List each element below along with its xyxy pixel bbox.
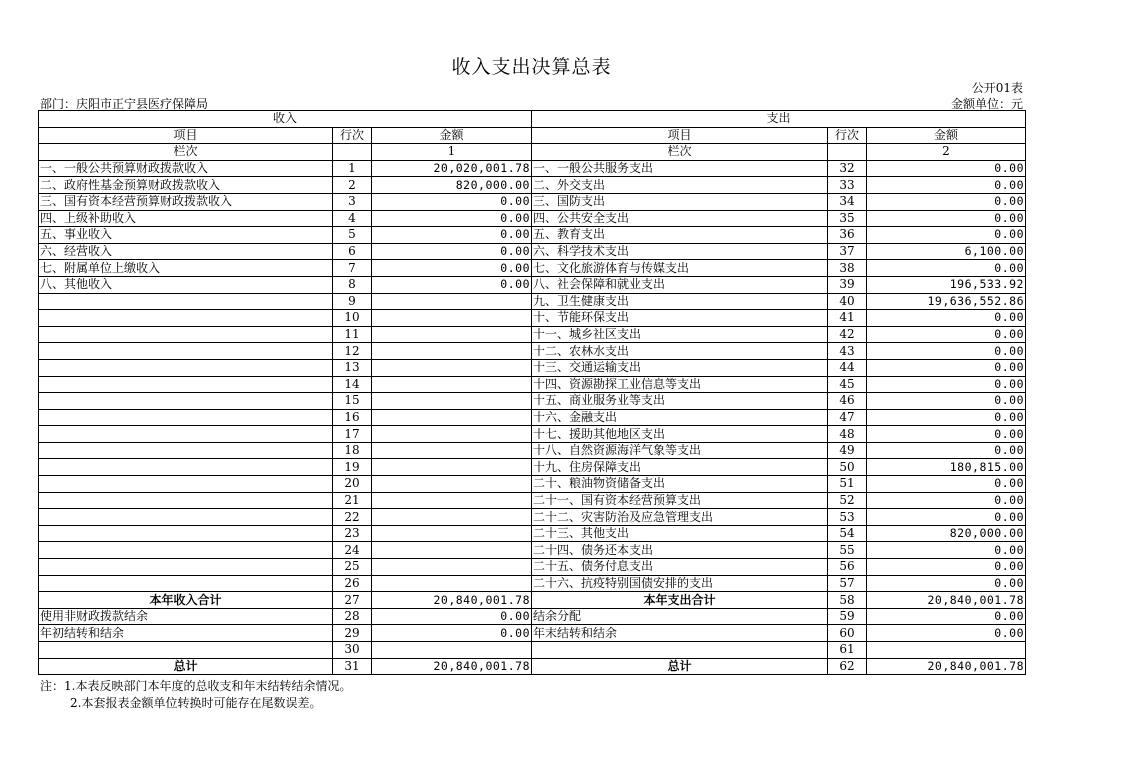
- table-row: [39, 359, 1026, 376]
- table-row: [39, 642, 1026, 659]
- table-row: [39, 426, 1026, 443]
- footnote-1: 注：1.本表反映部门本年度的总收支和年末结转结余情况。: [40, 679, 352, 693]
- table-row: [39, 559, 1026, 576]
- income-line-cell: 12: [333, 343, 372, 360]
- expense-line-cell: 61: [828, 642, 867, 659]
- expense-item-cell: 九、卫生健康支出: [532, 293, 828, 310]
- income-item-cell: [39, 459, 333, 476]
- income-amount-cell: 20,020,001.78: [372, 160, 532, 177]
- income-item-cell: 七、附属单位上缴收入: [39, 260, 333, 277]
- expense-item-header: 项目: [532, 127, 828, 144]
- income-item-cell: 六、经营收入: [39, 243, 333, 260]
- column-number-row: [39, 144, 1026, 161]
- expense-line-cell: 49: [828, 442, 867, 459]
- income-item-cell: 年初结转和结余: [39, 625, 333, 642]
- income-expense-table: [38, 110, 1026, 675]
- income-line-cell: 4: [333, 210, 372, 227]
- expense-item-cell: 二、外交支出: [532, 177, 828, 194]
- income-item-cell: 二、政府性基金预算财政拨款收入: [39, 177, 333, 194]
- grand-total-row: [39, 658, 1026, 675]
- expense-amount-cell: 0.00: [867, 575, 1026, 592]
- expense-section-header: 支出: [532, 111, 1026, 128]
- table-row: [39, 492, 1026, 509]
- table-row: [39, 210, 1026, 227]
- expense-amount-cell: 0.00: [867, 542, 1026, 559]
- expense-item-cell: 十四、资源勘探工业信息等支出: [532, 376, 828, 393]
- income-line-cell: 25: [333, 559, 372, 576]
- table-row: [39, 326, 1026, 343]
- expense-item-cell: 二十六、抗疫特别国债安排的支出: [532, 575, 828, 592]
- income-amount-cell: [372, 343, 532, 360]
- expense-item-cell: 十八、自然资源海洋气象等支出: [532, 442, 828, 459]
- income-amount-cell: [372, 492, 532, 509]
- income-item-cell: 五、事业收入: [39, 227, 333, 244]
- section-header-row: [39, 111, 1026, 128]
- expense-amount-cell: 20,840,001.78: [867, 658, 1026, 675]
- expense-line-blank: [828, 144, 867, 161]
- expense-line-cell: 55: [828, 542, 867, 559]
- income-line-cell: 27: [333, 592, 372, 609]
- income-amount-cell: [372, 426, 532, 443]
- income-item-cell: [39, 509, 333, 526]
- income-amount-cell: 820,000.00: [372, 177, 532, 194]
- income-amount-cell: [372, 476, 532, 493]
- expense-line-cell: 36: [828, 227, 867, 244]
- expense-amount-cell: 180,815.00: [867, 459, 1026, 476]
- expense-amount-cell: 0.00: [867, 177, 1026, 194]
- expense-amount-cell: 0.00: [867, 310, 1026, 327]
- income-item-cell: [39, 542, 333, 559]
- income-line-cell: 19: [333, 459, 372, 476]
- expense-line-cell: 59: [828, 608, 867, 625]
- income-line-cell: 11: [333, 326, 372, 343]
- income-line-cell: 15: [333, 393, 372, 410]
- report-title: 收入支出决算总表: [451, 56, 612, 78]
- income-item-cell: [39, 575, 333, 592]
- income-line-header: 行次: [333, 127, 372, 144]
- table-row: [39, 243, 1026, 260]
- expense-amount-cell: 0.00: [867, 326, 1026, 343]
- expense-line-cell: 48: [828, 426, 867, 443]
- income-line-cell: 10: [333, 310, 372, 327]
- income-line-cell: 30: [333, 642, 372, 659]
- income-amount-cell: [372, 642, 532, 659]
- income-amount-cell: 0.00: [372, 193, 532, 210]
- expense-amount-cell: 19,636,552.86: [867, 293, 1026, 310]
- expense-column-label: 栏次: [532, 144, 828, 161]
- income-line-cell: 18: [333, 442, 372, 459]
- income-amount-cell: [372, 359, 532, 376]
- footnotes: [40, 678, 351, 712]
- income-line-cell: 21: [333, 492, 372, 509]
- expense-item-cell: 十九、住房保障支出: [532, 459, 828, 476]
- income-item-cell: [39, 359, 333, 376]
- income-item-cell: [39, 642, 333, 659]
- income-item-cell: [39, 525, 333, 542]
- income-line-cell: 17: [333, 426, 372, 443]
- expense-line-cell: 37: [828, 243, 867, 260]
- income-line-cell: 5: [333, 227, 372, 244]
- income-amount-cell: [372, 559, 532, 576]
- expense-item-cell: 四、公共安全支出: [532, 210, 828, 227]
- income-item-cell: 四、上级补助收入: [39, 210, 333, 227]
- table-row: [39, 525, 1026, 542]
- expense-line-cell: 44: [828, 359, 867, 376]
- income-item-cell: [39, 310, 333, 327]
- income-line-cell: 24: [333, 542, 372, 559]
- income-amount-cell: 0.00: [372, 210, 532, 227]
- expense-item-cell: 二十四、债务还本支出: [532, 542, 828, 559]
- income-line-blank: [333, 144, 372, 161]
- expense-amount-cell: 0.00: [867, 393, 1026, 410]
- income-amount-cell: 20,840,001.78: [372, 592, 532, 609]
- income-amount-cell: 0.00: [372, 625, 532, 642]
- income-line-cell: 26: [333, 575, 372, 592]
- income-amount-cell: [372, 509, 532, 526]
- income-amount-cell: [372, 310, 532, 327]
- expense-amount-cell: 20,840,001.78: [867, 592, 1026, 609]
- expense-amount-cell: 0.00: [867, 608, 1026, 625]
- income-amount-cell: [372, 575, 532, 592]
- income-amount-cell: 0.00: [372, 227, 532, 244]
- table-row: [39, 293, 1026, 310]
- income-item-cell: [39, 376, 333, 393]
- expense-item-cell: 本年支出合计: [532, 592, 828, 609]
- expense-item-cell: 十三、交通运输支出: [532, 359, 828, 376]
- form-code: 公开01表: [971, 81, 1023, 95]
- expense-amount-cell: [867, 642, 1026, 659]
- income-amount-cell: 0.00: [372, 260, 532, 277]
- expense-line-cell: 43: [828, 343, 867, 360]
- income-item-cell: 总计: [39, 658, 333, 675]
- income-line-cell: 6: [333, 243, 372, 260]
- expense-amount-cell: 0.00: [867, 559, 1026, 576]
- income-item-cell: 本年收入合计: [39, 592, 333, 609]
- income-item-cell: [39, 559, 333, 576]
- expense-column-number: 2: [867, 144, 1026, 161]
- expense-item-cell: 结余分配: [532, 608, 828, 625]
- income-item-cell: [39, 426, 333, 443]
- table-row: [39, 376, 1026, 393]
- income-item-header: 项目: [39, 127, 333, 144]
- income-item-cell: [39, 393, 333, 410]
- table-row: [39, 542, 1026, 559]
- income-line-cell: 9: [333, 293, 372, 310]
- expense-item-cell: 十七、援助其他地区支出: [532, 426, 828, 443]
- table-row: [39, 459, 1026, 476]
- table-row: [39, 625, 1026, 642]
- expense-item-cell: 二十五、债务付息支出: [532, 559, 828, 576]
- table-row: [39, 227, 1026, 244]
- income-line-cell: 20: [333, 476, 372, 493]
- income-amount-header: 金额: [372, 127, 532, 144]
- expense-line-cell: 40: [828, 293, 867, 310]
- expense-line-cell: 50: [828, 459, 867, 476]
- expense-amount-cell: 0.00: [867, 160, 1026, 177]
- expense-line-cell: 41: [828, 310, 867, 327]
- expense-amount-cell: 0.00: [867, 227, 1026, 244]
- expense-amount-cell: 0.00: [867, 426, 1026, 443]
- income-item-cell: [39, 343, 333, 360]
- expense-amount-cell: 0.00: [867, 625, 1026, 642]
- expense-amount-cell: 0.00: [867, 442, 1026, 459]
- expense-line-cell: 53: [828, 509, 867, 526]
- income-item-cell: [39, 326, 333, 343]
- footnote-2: 2.本套报表金额单位转换时可能存在尾数误差。: [70, 696, 322, 710]
- income-column-number: 1: [372, 144, 532, 161]
- expense-line-cell: 45: [828, 376, 867, 393]
- expense-item-cell: 十二、农林水支出: [532, 343, 828, 360]
- expense-item-cell: 总计: [532, 658, 828, 675]
- income-amount-cell: [372, 459, 532, 476]
- table-row: [39, 393, 1026, 410]
- expense-line-cell: 34: [828, 193, 867, 210]
- expense-item-cell: 一、一般公共服务支出: [532, 160, 828, 177]
- expense-line-cell: 42: [828, 326, 867, 343]
- table-row: [39, 260, 1026, 277]
- expense-line-cell: 56: [828, 559, 867, 576]
- income-section-header: 收入: [39, 111, 532, 128]
- expense-item-cell: 二十一、国有资本经营预算支出: [532, 492, 828, 509]
- income-amount-cell: [372, 326, 532, 343]
- income-amount-cell: [372, 442, 532, 459]
- expense-line-cell: 35: [828, 210, 867, 227]
- income-line-cell: 2: [333, 177, 372, 194]
- expense-item-cell: 七、文化旅游体育与传媒支出: [532, 260, 828, 277]
- expense-line-cell: 52: [828, 492, 867, 509]
- income-amount-cell: [372, 393, 532, 410]
- expense-amount-cell: 0.00: [867, 210, 1026, 227]
- income-line-cell: 29: [333, 625, 372, 642]
- table-row: [39, 193, 1026, 210]
- expense-item-cell: 二十、粮油物资储备支出: [532, 476, 828, 493]
- income-line-cell: 3: [333, 193, 372, 210]
- expense-line-cell: 47: [828, 409, 867, 426]
- income-amount-cell: [372, 376, 532, 393]
- year-total-row: [39, 592, 1026, 609]
- table-row: [39, 442, 1026, 459]
- income-line-cell: 16: [333, 409, 372, 426]
- expense-item-cell: 十六、金融支出: [532, 409, 828, 426]
- expense-line-cell: 54: [828, 525, 867, 542]
- expense-amount-cell: 0.00: [867, 193, 1026, 210]
- income-line-cell: 8: [333, 276, 372, 293]
- expense-item-cell: 五、教育支出: [532, 227, 828, 244]
- table-row: [39, 509, 1026, 526]
- income-line-cell: 23: [333, 525, 372, 542]
- expense-amount-cell: 0.00: [867, 492, 1026, 509]
- income-amount-cell: 0.00: [372, 243, 532, 260]
- income-item-cell: 一、一般公共预算财政拨款收入: [39, 160, 333, 177]
- amount-unit-label: 金额单位：元: [950, 97, 1023, 111]
- expense-amount-cell: 0.00: [867, 260, 1026, 277]
- table-row: [39, 343, 1026, 360]
- expense-line-cell: 58: [828, 592, 867, 609]
- table-row: [39, 177, 1026, 194]
- expense-amount-cell: 0.00: [867, 409, 1026, 426]
- expense-amount-cell: 0.00: [867, 376, 1026, 393]
- expense-item-cell: 十、节能环保支出: [532, 310, 828, 327]
- expense-item-cell: 十五、商业服务业等支出: [532, 393, 828, 410]
- expense-amount-cell: 0.00: [867, 343, 1026, 360]
- table-row: [39, 409, 1026, 426]
- income-item-cell: [39, 409, 333, 426]
- income-line-cell: 1: [333, 160, 372, 177]
- table-row: [39, 575, 1026, 592]
- income-item-cell: [39, 492, 333, 509]
- income-amount-cell: 20,840,001.78: [372, 658, 532, 675]
- expense-amount-cell: 0.00: [867, 359, 1026, 376]
- expense-line-cell: 39: [828, 276, 867, 293]
- table-row: [39, 310, 1026, 327]
- income-item-cell: [39, 476, 333, 493]
- expense-item-cell: 年末结转和结余: [532, 625, 828, 642]
- expense-line-cell: 62: [828, 658, 867, 675]
- income-line-cell: 28: [333, 608, 372, 625]
- expense-item-cell: 三、国防支出: [532, 193, 828, 210]
- income-item-cell: 三、国有资本经营预算财政拨款收入: [39, 193, 333, 210]
- expense-item-cell: 六、科学技术支出: [532, 243, 828, 260]
- income-line-cell: 13: [333, 359, 372, 376]
- income-amount-cell: [372, 293, 532, 310]
- table-row: [39, 476, 1026, 493]
- expense-line-cell: 46: [828, 393, 867, 410]
- income-amount-cell: [372, 542, 532, 559]
- income-item-cell: 八、其他收入: [39, 276, 333, 293]
- expense-item-cell: [532, 642, 828, 659]
- expense-amount-cell: 0.00: [867, 509, 1026, 526]
- income-item-cell: [39, 293, 333, 310]
- expense-amount-cell: 196,533.92: [867, 276, 1026, 293]
- table-row: [39, 276, 1026, 293]
- expense-amount-cell: 820,000.00: [867, 525, 1026, 542]
- expense-line-header: 行次: [828, 127, 867, 144]
- expense-line-cell: 33: [828, 177, 867, 194]
- income-item-cell: 使用非财政拨款结余: [39, 608, 333, 625]
- table-row: [39, 608, 1026, 625]
- expense-item-cell: 十一、城乡社区支出: [532, 326, 828, 343]
- expense-amount-header: 金额: [867, 127, 1026, 144]
- expense-line-cell: 38: [828, 260, 867, 277]
- income-line-cell: 31: [333, 658, 372, 675]
- expense-line-cell: 60: [828, 625, 867, 642]
- income-column-label: 栏次: [39, 144, 333, 161]
- table-row: [39, 160, 1026, 177]
- expense-item-cell: 二十三、其他支出: [532, 525, 828, 542]
- expense-amount-cell: 6,100.00: [867, 243, 1026, 260]
- income-amount-cell: [372, 409, 532, 426]
- department-label: 部门：庆阳市正宁县医疗保障局: [40, 97, 209, 111]
- income-line-cell: 7: [333, 260, 372, 277]
- income-line-cell: 14: [333, 376, 372, 393]
- expense-line-cell: 51: [828, 476, 867, 493]
- expense-item-cell: 八、社会保障和就业支出: [532, 276, 828, 293]
- column-header-row: [39, 127, 1026, 144]
- income-line-cell: 22: [333, 509, 372, 526]
- income-amount-cell: 0.00: [372, 608, 532, 625]
- expense-amount-cell: 0.00: [867, 476, 1026, 493]
- expense-line-cell: 57: [828, 575, 867, 592]
- income-amount-cell: 0.00: [372, 276, 532, 293]
- expense-item-cell: 二十二、灾害防治及应急管理支出: [532, 509, 828, 526]
- income-item-cell: [39, 442, 333, 459]
- income-amount-cell: [372, 525, 532, 542]
- expense-line-cell: 32: [828, 160, 867, 177]
